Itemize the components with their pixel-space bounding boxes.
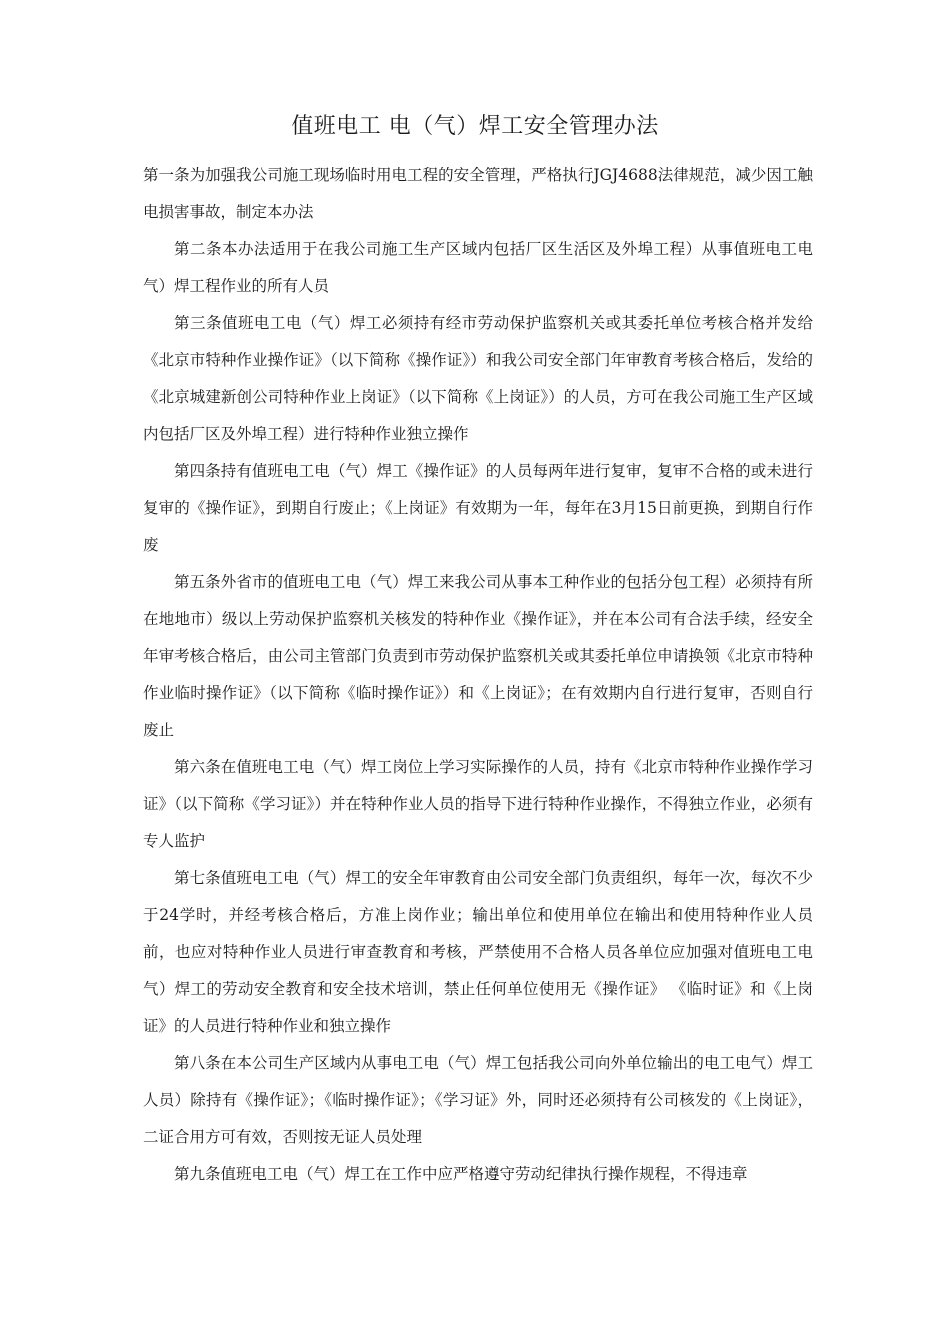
document-body [143,157,813,1193]
article-3-paragraph: 第三条值班电工电（气）焊工必须持有经市劳动保护监察机关或其委托单位考核合格并发给《北京市特种作业操作证》（以下简称《操作证》）和我公司安全部门年审教育考核合格后，发给的《北京城建新创公司特种作业上岗证》（以下简称《上岗证》）的人员，方可在我公司施工生产区域内包括厂区及外埠工程）进行特种作业独立操作 [143,314,813,443]
article-9-paragraph: 第九条值班电工电（气）焊工在工作中应严格遵守劳动纪律执行操作规程，不得违章 [174,1165,748,1183]
document-title: 值班电工 电（气）焊工安全管理办法 [291,114,659,139]
article-8-paragraph: 第八条在本公司生产区域内从事电工电（气）焊工包括我公司向外单位输出的电工电气）焊工人员）除持有《操作证》；《临时操作证》；《学习证》外，同时还必须持有公司核发的《上岗证》，二证合用方可有效，否则按无证人员处理 [143,1054,813,1146]
article-5-paragraph: 第五条外省市的值班电工电（气）焊工来我公司从事本工种作业的包括分包工程）必须持有所在地地市）级以上劳动保护监察机关核发的特种作业《操作证》，并在本公司有合法手续，经安全年审考核合格后，由公司主管部门负责到市劳动保护监察机关或其委托单位申请换领《北京市特种作业临时操作证》（以下简称《临时操作证》）和《上岗证》；在有效期内自行进行复审，否则自行废止 [143,573,813,739]
article-7-paragraph: 第七条值班电工电（气）焊工的安全年审教育由公司安全部门负责组织，每年一次，每次不少于24学时，并经考核合格后，方准上岗作业；输出单位和使用单位在输出和使用特种作业人员前，也应对特种作业人员进行审查教育和考核，严禁使用不合格人员各单位应加强对值班电工电气）焊工的劳动安全教育和安全技术培训，禁止任何单位使用无《操作证》 《临时证》和《上岗证》的人员进行特种作业和独立操作 [143,869,813,1035]
article-2-paragraph: 第二条本办法适用于在我公司施工生产区域内包括厂区生活区及外埠工程）从事值班电工电气）焊工程作业的所有人员 [143,240,813,295]
article-1-paragraph: 第一条为加强我公司施工现场临时用电工程的安全管理，严格执行JGJ4688法律规范，减少因工触电损害事故，制定本办法 [143,166,813,221]
article-6-paragraph: 第六条在值班电工电（气）焊工岗位上学习实际操作的人员，持有《北京市特种作业操作学习证》（以下简称《学习证》）并在特种作业人员的指导下进行特种作业操作，不得独立作业，必须有专人监护 [143,758,813,850]
article-4-paragraph: 第四条持有值班电工电（气）焊工《操作证》的人员每两年进行复审，复审不合格的或未进行复审的《操作证》，到期自行废止；《上岗证》有效期为一年，每年在3月15日前更换，到期自行作废 [143,462,813,554]
